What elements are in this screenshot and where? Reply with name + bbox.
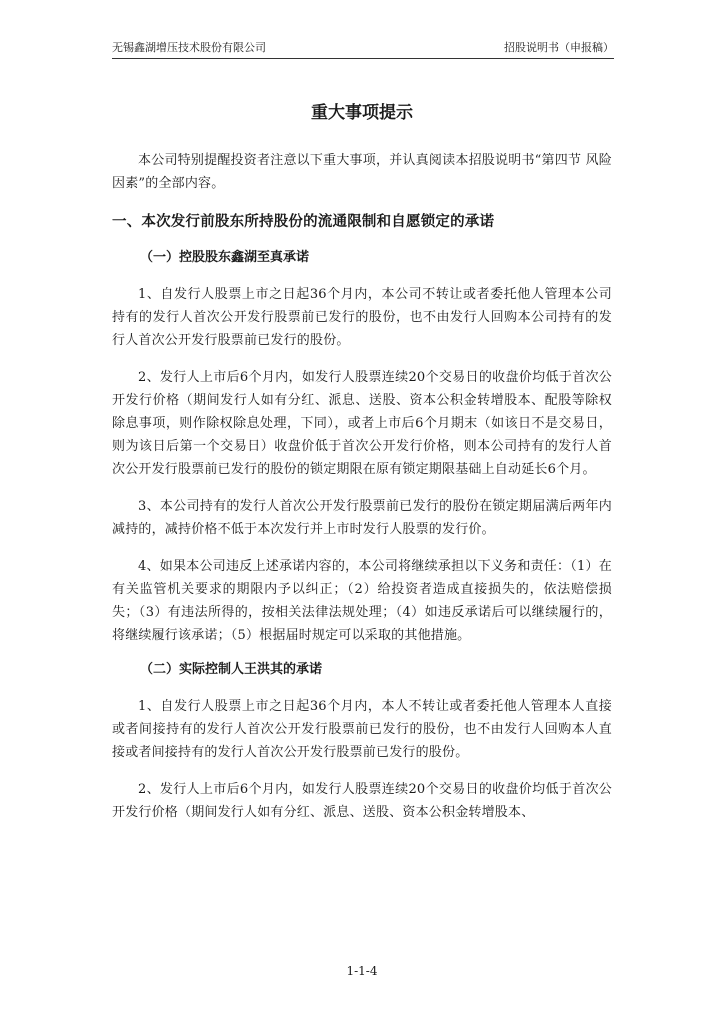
- commitment-paragraph: 1、自发行人股票上市之日起36个月内，本人不转让或者委托他人管理本人直接或者间接持有的发行人首次公开发行股票前已发行的股份，也不由发行人回购本人直接或者间接持有的发行人首次公开发行股票前已发行的股份。: [112, 699, 612, 760]
- subsection-heading-actual-controller: （二）实际控制人王洪其的承诺: [140, 662, 323, 677]
- commitment-paragraph: 3、本公司持有的发行人首次公开发行股票前已发行的股份在锁定期届满后两年内减持的，减持价格不低于本次发行并上市时发行人股票的发行价。: [112, 499, 612, 537]
- header-company-name: 无锡鑫湖增压技术股份有限公司: [112, 41, 266, 54]
- commitment-paragraph: 2、发行人上市后6个月内，如发行人股票连续20个交易日的收盘价均低于首次公开发行价格（期间发行人如有分红、派息、送股、资本公积金转增股本、: [112, 782, 612, 820]
- page-number: 1-1-4: [346, 964, 378, 978]
- subsection-heading-controlling-shareholder: （一）控股股东鑫湖至真承诺: [140, 250, 310, 265]
- section-heading-lockup-commitments: 一、本次发行前股东所持股份的流通限制和自愿锁定的承诺: [112, 214, 495, 230]
- page-header: [112, 42, 614, 59]
- commitment-paragraph: 4、如果本公司违反上述承诺内容的，本公司将继续承担以下义务和责任：（1）在有关监管机关要求的期限内予以纠正；（2）给投资者造成直接损失的，依法赔偿损失；（3）有违法所得的，按相关法律法规处理；（4）如违反承诺后可以继续履行的，将继续履行该承诺；（5）根据届时规定可以采取的其他措施。: [112, 559, 612, 643]
- page-title: 重大事项提示: [311, 103, 413, 123]
- commitment-paragraph: 1、自发行人股票上市之日起36个月内，本公司不转让或者委托他人管理本公司持有的发行人首次公开发行股票前已发行的股份，也不由发行人回购本公司持有的发行人首次公开发行股票前已发行的股份。: [112, 287, 612, 348]
- header-document-type: 招股说明书（申报稿）: [504, 41, 614, 54]
- commitment-paragraph: 2、发行人上市后6个月内，如发行人股票连续20个交易日的收盘价均低于首次公开发行价格（期间发行人如有分红、派息、送股、资本公积金转增股本、配股等除权除息事项，则作除权除息处理，下同），或者上市后6个月期末（如该日不是交易日，则为该日后第一个交易日）收盘价低于首次公开发行价格，则本公司持有的发行人首次公开发行股票前已发行的股份的锁定期限在原有锁定期限基础上自动延长6个月。: [112, 370, 612, 477]
- document-body: [112, 149, 612, 824]
- intro-paragraph: 本公司特别提醒投资者注意以下重大事项，并认真阅读本招股说明书“第四节 风险因素”的全部内容。: [112, 153, 612, 191]
